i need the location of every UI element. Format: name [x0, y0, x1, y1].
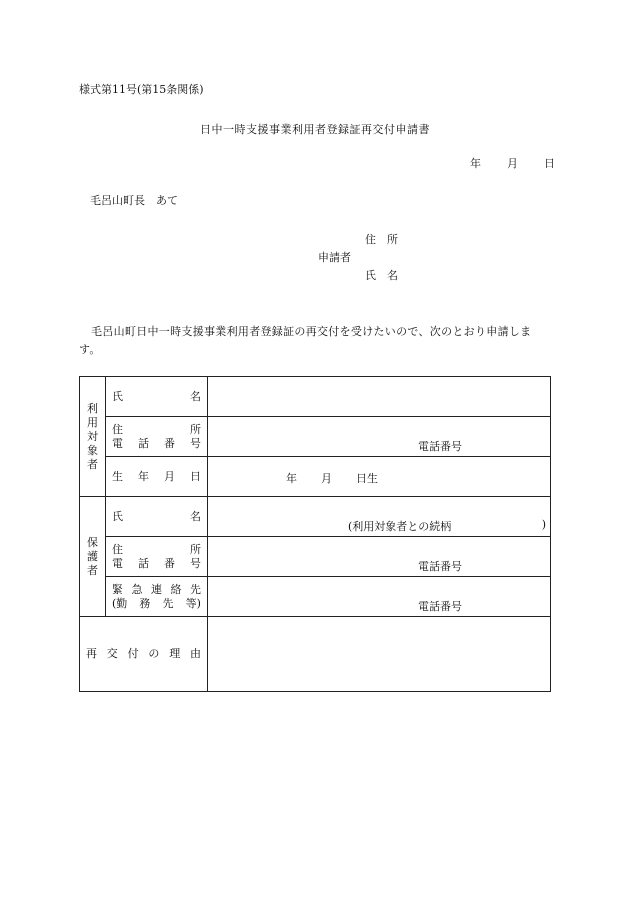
applicant-label: 申請者 — [318, 251, 351, 264]
user-address-row — [80, 417, 551, 457]
date-day: 日 — [544, 157, 555, 170]
user-address-field[interactable] — [208, 417, 551, 457]
reason-label: 再 交 付 の 理 由 — [80, 617, 208, 692]
dob-value: 年 月 日生 — [286, 472, 378, 485]
guardian-address-field[interactable] — [208, 537, 551, 577]
body-text: 毛呂山町日中一時支援事業利用者登録証の再交付を受けたいので、次のとおり申請します。 — [79, 325, 532, 356]
date-month: 月 — [507, 157, 518, 170]
applicant-address-label: 住 所 — [365, 233, 398, 246]
user-address-phone-label: 住 所 電 話 番 号 — [106, 417, 208, 457]
guardian-name-row — [80, 497, 551, 537]
user-dob-label: 生 年 月 日 — [106, 457, 208, 497]
user-name-label: 氏 名 — [106, 377, 208, 417]
guardian-group-label: 保 護 者 — [80, 497, 106, 617]
guardian-name-field[interactable] — [208, 497, 551, 537]
relationship-note: (利用対象者との続柄 ) — [348, 518, 546, 533]
user-phone-label: 電話番号 — [418, 440, 462, 453]
user-dob-field[interactable] — [208, 457, 551, 497]
user-name-field[interactable] — [208, 377, 551, 417]
reason-row — [80, 617, 551, 692]
application-form-table — [79, 376, 551, 692]
emergency-contact-label: 緊 急 連 絡 先 (勤 務 先 等) — [106, 577, 208, 617]
document-title: 日中一時支援事業利用者登録証再交付申請書 — [200, 123, 430, 136]
user-name-row — [80, 377, 551, 417]
guardian-phone-label: 電話番号 — [418, 560, 462, 573]
guardian-address-phone-label: 住 所 電 話 番 号 — [106, 537, 208, 577]
guardian-address-row — [80, 537, 551, 577]
user-group-label: 利 用 対 象 者 — [80, 377, 106, 497]
addressee: 毛呂山町長 あて — [90, 194, 178, 207]
user-dob-row — [80, 457, 551, 497]
emergency-contact-row — [80, 577, 551, 617]
emergency-phone-label: 電話番号 — [418, 600, 462, 613]
emergency-contact-field[interactable] — [208, 577, 551, 617]
guardian-name-label: 氏 名 — [106, 497, 208, 537]
form-number: 様式第11号(第15条関係) — [79, 83, 204, 96]
date-line — [470, 155, 555, 171]
reason-field[interactable] — [208, 617, 551, 692]
date-year: 年 — [470, 157, 481, 170]
applicant-name-label: 氏 名 — [365, 269, 398, 282]
